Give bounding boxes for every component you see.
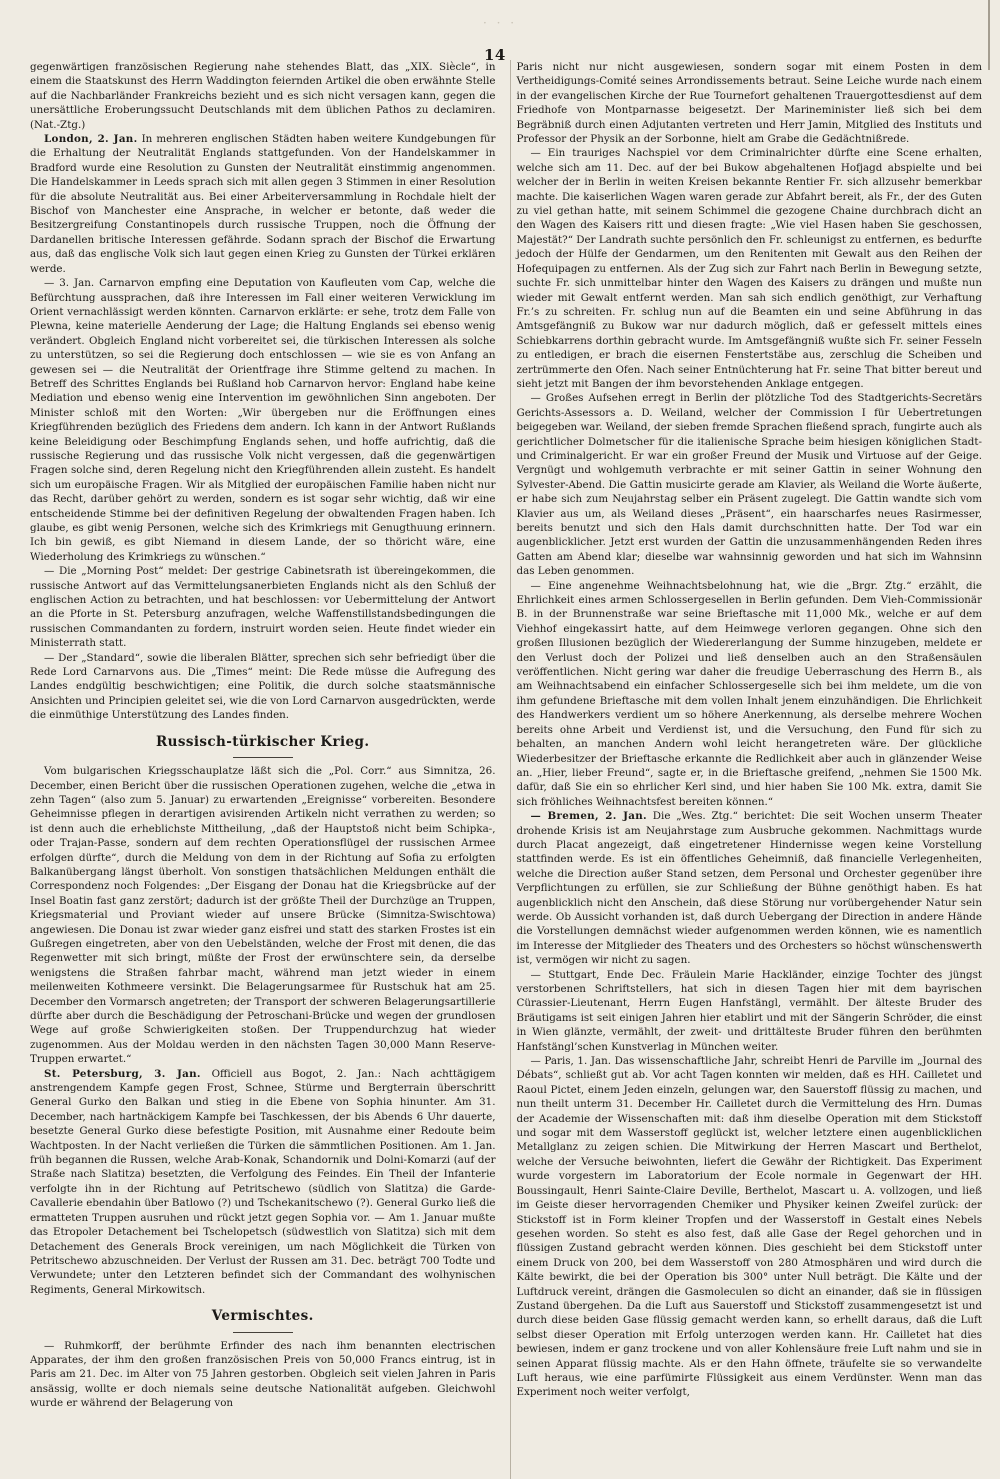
article-columns bbox=[30, 60, 982, 1479]
page-edge-mark bbox=[988, 0, 990, 70]
paragraph-text: Die „Wes. Ztg.“ berichtet: Die seit Wochen unserm Theater drohende Krisis ist am Neujahrstage zum Ausbruche gekommen. Nachmittags wurde durch Placat angezeigt, daß eingetretener Hindernisse wegen keine Vorstellung stattfinden werde. Es ist ein öffentliches Geheimniß, daß financielle Verlegenheiten, welche die Direction außer Stand setzen, dem Personal und Orchester gegenüber ihre Verpflichtungen zu erfüllen, sie zur Schließung der Bühne genöthigt haben. Es hat augenblicklich nicht den Anschein, daß diese Störung nur vorübergehender Natur sein werde. Ob Aussicht vorhanden ist, daß durch Uebergang der Direction in andere Hände die Vorstellungen demnächst wieder aufgenommen werden können, wie es namentlich im Interesse der Mitglieder des Theaters und des Orchesters so höchst wünschenswerth ist, vermögen wir nicht zu sagen. bbox=[516, 810, 982, 967]
dateline-bremen: — Bremen, 2. Jan. bbox=[530, 810, 647, 823]
section-divider bbox=[233, 757, 293, 758]
section-heading-misc: Vermischtes. bbox=[211, 1308, 314, 1325]
dateline-london: London, 2. Jan. bbox=[44, 133, 138, 146]
paragraph-bremen bbox=[517, 809, 983, 967]
section-divider bbox=[233, 1332, 293, 1333]
paragraph-stuttgart: — Stuttgart, Ende Dec. Fräulein Marie Hackländer, einzige Tochter des jüngst verstorbenen Schriftstellers, hat sich in diesen Tagen hier mit dem bayrischen Cürassier-Lieutenant, Herrn Eugen Hanfstängl, vermählt. Der älteste Bruder des Bräutigams ist seit einigen Jahren hier etablirt und mit der Sängerin Schröder, die einst in Wien glänzte, vermählt, der zweit- und drittälteste Bruder führen den berühmten Hanfstängl’schen Kunstverlag in München weiter. bbox=[516, 968, 982, 1053]
paragraph-text: Officiell aus Bogot, 2. Jan.: Nach achttägigem anstrengendem Kampfe gegen Frost, Schnee, Stürme und Bergterrain überschritt General Gurko den Balkan und stieg in die Ebene von Sophia hinunter. Am 31. December, nach hartnäckigem Kampfe bei Taschkessen, der bis Abends 6 Uhr dauerte, besetzte General Gurko diese befestigte Position, mit Ausnahme einer Redoute beim Wachtposten. In der Nacht verließen die Türken die sämmtlichen Positionen. Am 1. Jan. früh begannen die Russen, welche Arab-Konak, Schandornik und Dolni-Komarzi (auf der Straße nach Slatitza) besetzten, die Verfolgung des Feindes. Ein Theil der Infanterie verfolgte ihn in der Richtung auf Petritschewo (südlich von Slatitza) die Garde-Cavallerie ebendahin über Batlowo (?) und Tschekanitschewo (?). General Gurko ließ die ermatteten Truppen ausruhen und rückt jetzt gegen Sophia vor. — Am 1. Januar mußte das Etropoler Detachement bei Tschelopetsch (südwestlich von Slatitza) sich mit dem Detachement des Generals Brock vereinigen, um nach Möglichkeit die Türken von Petritschewo abzuschneiden. Der Verlust der Russen am 31. Dec. beträgt 700 Todte und Verwundete; unter den Letzteren befindet sich der Commandant des wolhynischen Regiments, General Mirkowitsch. bbox=[30, 1067, 496, 1296]
dateline-st-petersburg: St. Petersburg, 3. Jan. bbox=[44, 1067, 201, 1080]
section-heading-war: Russisch-türkischer Krieg. bbox=[156, 733, 370, 750]
paragraph-hofjagd: — Ein trauriges Nachspiel vor dem Criminalrichter dürfte eine Scene erhalten, welche sich am 11. Dec. auf der bei Bukow abgehaltenen Hofjagd abspielte und bei welcher der in Berlin in weiten Kreisen bekannte Rentier Fr. sich allzusehr bemerkbar machte. Die kaiserlichen Wagen waren gerade zur Abfahrt bereit, als Fr., der des Guten zu viel gethan hatte, mit seinem Schimmel die gezogene Chaine durchbrach dicht an den Wagen des Kaisers ritt und diesen fragte: „Wie viel Hasen haben Sie geschossen, Majestät?“ Der Landrath suchte persönlich den Fr. schleunigst zu entfernen, es bedurfte jedoch der Hülfe der Gendarmen, um den Renitenten mit Gewalt aus den Reihen der Hofequipagen zu entfernen. Als der Zug sich zur Fahrt nach Berlin in Bewegung setzte, suchte Fr. sich unmittelbar hinter den Wagen des Kaisers zu drängen und mußte nun wieder mit Gewalt entfernt werden. Man sah sich endlich genöthigt, zur Verhaftung Fr.’s zu schreiten. Fr. schlug nun auf die Beamten ein und seine Abführung in das Amtsgefängniß zu Bukow war nur dadurch möglich, daß er gefesselt mittels eines Schiebkarrens dorthin gebracht wurde. Im Amtsgefängniß wußte sich Fr. seiner Fesseln zu entledigen, er brach die eisernen Fenstertstäbe aus, zerschlug die Scheiben und zertrümmerte den Ofen. Nach seiner Entnüchterung hat Fr. seine That bitter bereut und sieht jetzt mit Bangen der ihm bevorstehenden Anklage entgegen. bbox=[516, 147, 982, 390]
paragraph-weiland: — Großes Aufsehen erregt in Berlin der plötzliche Tod des Stadtgerichts-Secretärs Gerichts-Assessors a. D. Weiland, welcher der Commission I für Uebertretungen beigegeben war. Weiland, der sieben fremde Sprachen fließend sprach, fungirte auch als gerichtlicher Dolmetscher für die italienische Sprache beim hiesigen königlichen Stadt- und Criminalgericht. Er war ein großer Freund der Musik und Virtuose auf der Geige. Vergnügt und wohlgemuth verbrachte er mit seiner Gattin in seiner Wohnung den Sylvester-Abend. Die Gattin musicirte gerade am Klavier, als Weiland die Worte äußerte, er habe sich zum Neujahrstag selber ein Präsent zugelegt. Die Gattin wandte sich vom Klavier aus um, als Weiland dieses „Präsent“, ein haarscharfes neues Rasirmesser, bereits benutzt und sich den Hals damit durchschnitten hatte. Der Tod war ein augenblicklicher. Jetzt erst wurden der Gattin die unzusammenhängenden Reden ihres Gatten am Abend klar; dieselbe war wahnsinnig geworden und hat sich im Wahnsinn das Leben genommen. bbox=[516, 392, 982, 578]
paragraph-carnarvon: — 3. Jan. Carnarvon empfing eine Deputation von Kaufleuten vom Cap, welche die Befürchtung aussprachen, daß ihre Interessen im Fall einer weiteren Verwicklung im Orient vernachlässigt werden könnten. Carnarvon erklärte: er sehe, trotz dem Falle von Plewna, keine materielle Aenderung der Lage; die Haltung Englands sei ebenso wenig verändert. Obgleich England nicht vorbereitet sei, die türkischen Interessen als solche zu unterstützen, so sei die Regierung doch entschlossen — wie sie es von Anfang an gewesen sei — die Neutralität der Orientfrage ihre Stimme geltend zu machen. In Betreff des Schrittes Englands bei Rußland hob Carnarvon hervor: England habe keine Mediation und ebenso wenig eine Intervention im gewöhnlichen Sinn angeboten. Der Minister schloß mit den Worten: „Wir übergeben nur die Eröffnungen eines Kriegführenden bezüglich des Friedens dem andern. Ich kann in der Antwort Rußlands keine Beleidigung oder Beschimpfung Englands sehen, und hoffe aufrichtig, daß die russische Regierung und das russische Volk nicht vergessen, daß die gegenwärtigen Fragen solche sind, deren Regelung nicht den Kriegführenden allein zusteht. Es handelt sich um europäische Fragen. Wir als Mitglied der europäischen Familie haben nicht nur das Recht, darüber gehört zu werden, sondern es ist sogar sehr wichtig, daß wir eine entscheidende Stimme bei der definitiven Regelung der obwaltenden Fragen haben. Ich glaube, es gibt wenig Personen, welche sich des Krimkriegs mit Genugthuung erinnern. Ich bin gewiß, es gibt Niemand in diesem Lande, der so thöricht wäre, eine Wiederholung des Krimkriegs zu wünschen.“ bbox=[30, 277, 496, 563]
paragraph-bulgarian-front: Vom bulgarischen Kriegsschauplatze läßt sich die „Pol. Corr.“ aus Simnitza, 26. December, einen Bericht über die russischen Operationen zugehen, welche die „etwa in zehn Tagen“ (also zum 5. Januar) zu erwartenden „Ereignisse“ vorbereiten. Besondere Geheimnisse pflegen in derartigen avisirenden Artikeln nicht verrathen zu werden; so ist denn auch die erheblichste Mittheilung, „daß der Hauptstoß nicht beim Schipka-, oder Trajan-Passe, sondern auf dem rechten Operationsflügel der russischen Armee erfolgen dürfte“, durch die Meldung von dem in der Richtung auf Sofia zu erfolgten Balkanübergang längst überholt. Von sonstigen thatsächlichen Meldungen enthält die Correspondenz noch Folgendes: „Der Eisgang der Donau hat die Kriegsbrücke auf der Insel Boatin fast ganz zerstört; dadurch ist der größte Theil der Durchzüge an Truppen, Kriegsmaterial und Proviant wieder auf unsere Brücke (Simnitza-Swischtowa) angewiesen. Die Donau ist zwar wieder ganz eisfrei und statt des starken Frostes ist ein Gußregen eingetreten, aber von den Uebelständen, welche der Frost mit denen, die das Regenwetter mit sich bringt, müßte der Frost der erwünschtere sein, da derselbe wenigstens die Straßen fahrbar macht, während man jetzt wieder in einem meilenweiten Kothmeere versinkt. Die Belagerungsarmee für Rustschuk hat am 25. December den Vormarsch angetreten; der Transport der schweren Belagerungsartillerie dürfte aber durch die Beschädigung der Petroschani-Brücke und wegen der grundlosen Wege auf große Schwierigkeiten stoßen. Der Truppendurchzug hat wieder zugenommen. Aus der Moldau werden in den nächsten Tagen 30,000 Mann Reserve-Truppen erwartet.“ bbox=[30, 765, 496, 1066]
page-number: 14 bbox=[484, 46, 506, 64]
paragraph-morning-post: — Die „Morning Post“ meldet: Der gestrige Cabinetsrath ist übereingekommen, die russische Antwort auf das Vermittelungsanerbieten Englands nicht als den Schluß der englischen Action zu betrachten, und hat beschlossen: vor Uebermittelung der Antwort an die Pforte in St. Petersburg anzufragen, welche Waffenstillstandsbedingungen die russischen Commandanten zu fordern, instruirt worden seien. Heute findet wieder ein Ministerrath statt. bbox=[30, 565, 496, 650]
paragraph-st-petersburg bbox=[30, 1067, 496, 1298]
paragraph-christmas-reward: — Eine angenehme Weihnachtsbelohnung hat, wie die „Brgr. Ztg.“ erzählt, die Ehrlichkeit eines armen Schlossergesellen in Berlin gefunden. Dem Vieh-Commissionär B. in der Brunnenstraße war seine Brieftasche mit 11,000 Mk., welche er auf dem Viehhof eingekassirt hatte, auf dem Heimwege verloren gegangen. Ohne sich den großen Illusionen bezüglich der Wiedererlangung der Summe hinzugeben, meldete er den Verlust doch der Polizei und ließ denselben auch an den Straßensäulen veröffentlichen. Nicht gering war daher die freudige Ueberraschung des Herrn B., als am Weihnachtsabend ein einfacher Schlossergeselle sich bei ihm meldete, um die von ihm gefundene Brieftasche mit dem vollen Inhalt jenem einzuhändigen. Die Ehrlichkeit des Handwerkers verdient um so höhere Anerkennung, als derselbe mehrere Wochen bereits ohne Arbeit und Verdienst ist, und die Versuchung, den Fund für sich zu behalten, an manchen Andern wohl leicht herangetreten wäre. Der glückliche Wiederbesitzer der Brieftasche erkannte die Redlichkeit aber auch in glänzender Weise an. „Hier, lieber Freund“, sagte er, in die Brieftasche greifend, „nehmen Sie 1500 Mk. dafür, daß Sie ein so ehrlicher Kerl sind, und hier haben Sie 100 Mk. extra, damit Sie sich fröhliches Weihnachtsfest bereiten können.“ bbox=[516, 579, 982, 808]
paragraph-ruhmkorff: — Ruhmkorff, der berühmte Erfinder des nach ihm benannten electrischen Apparates, der ihm den großen französischen Preis von 50,000 Francs eintrug, ist in Paris am 21. Dec. im Alter von 75 Jahren gestorben. Obgleich seit vielen Jahren in Paris ansässig, wollte er doch niemals seine deutsche Nationalität aufgeben. Gleichwohl wurde er während der Belagerung von bbox=[30, 1339, 496, 1410]
paragraph-standard-times: — Der „Standard“, sowie die liberalen Blätter, sprechen sich sehr befriedigt über die Rede Lord Carnarvons aus. Die „Times“ meint: Die Rede müsse die Aufregung des Landes endgültig beschwichtigen; eine Politik, die durch solche staatsmännische Ansichten und Principien geleitet sei, wie die von Lord Carnarvon ausgedrückten, werde die einmüthige Unterstützung des Landes finden. bbox=[30, 651, 496, 722]
paragraph-text: In mehreren englischen Städten haben weitere Kundgebungen für die Erhaltung der Neutralität Englands stattgefunden. Von der Handelskammer in Bradford wurde eine Resolution zu Gunsten der Neutralität einstimmig angenommen. Die Handelskammer in Leeds sprach sich mit allen gegen 3 Stimmen in einer Resolution für die absolute Neutralität aus. Bei einer Arbeiterversammlung in Rochdale hielt der Bischof von Manchester eine Ansprache, in welcher er betonte, daß weder die Besitzergreifung Constantinopels durch russische Truppen, noch die Öffnung der Dardanellen britische Interessen gefährde. Sodann sprach der Bischof die Erwartung aus, daß das englische Volk sich laut gegen einen Krieg zu Gunsten der Türkei erklären werde. bbox=[30, 133, 496, 275]
paragraph-xix-siecle: gegenwärtigen französischen Regierung nahe stehendes Blatt, das „XIX. Siècle“, in einem die Staatskunst des Herrn Waddington feiernden Artikel die oben erwähnte Stelle auf die Nachbarländer Frankreichs bezieht und es sich nicht versagen kann, gegen die unersättliche Eroberungssucht Deutschlands mit dem üblichen Pathos zu declamiren. (Nat.-Ztg.) bbox=[30, 61, 496, 131]
bleed-through-header: · · · bbox=[482, 16, 518, 30]
paragraph-ruhmkorff-continued: Paris nicht nur nicht ausgewiesen, sondern sogar mit einem Posten in dem Vertheidigungs-Comité seines Arrondissements betraut. Seine Leiche wurde nach einem in der evangelischen Kirche der Rue Tournefort gehaltenen Trauergottesdienst auf dem Friedhofe von Montparnasse beigesetzt. Der Marineminister ließ sich bei dem Begräbniß durch einen Adjutanten vertreten und Herr Jamin, Mitglied des Instituts und Professor der Physik an der Sorbonne, hielt am Grabe die Gedächtnißrede. bbox=[516, 61, 982, 146]
paragraph-paris-science: — Paris, 1. Jan. Das wissenschaftliche Jahr, schreibt Henri de Parville im „Journal des Débats“, schließt gut ab. Vor acht Tagen konnten wir melden, daß es HH. Cailletet und Raoul Pictet, einem Jeden einzeln, gelungen war, den Sauerstoff flüssig zu machen, und nun theilt unterm 31. December Hr. Cailletet durch die Vermittelung des Hrn. Dumas der Academie der Wissenschaften mit: daß ihm dieselbe Operation mit dem Stickstoff und sogar mit dem Wasserstoff geglückt ist, welcher letztere einen augenblicklichen Metallglanz zu zeigen schien. Die Mitwirkung der Herren Mascart und Berthelot, welche der Versuche beiwohnten, liefert die Gewähr der Richtigkeit. Das Experiment wurde vorgestern im Laboratorium der Ecole normale in Gegenwart der HH. Boussingault, Henri Sainte-Claire Deville, Berthelot, Mascart u. A. vollzogen, und ließ im Geiste dieser hervorragenden Chemiker und Physiker keinen Zweifel zurück: der Stickstoff ist in Form kleiner Tropfen und der Wasserstoff in Gestalt eines Nebels gesehen worden. So steht es also fest, daß alle Gase der Regel gehorchen und in flüssigen Zustand gebracht werden können. Dies geschieht bei dem Stickstoff unter einem Druck von 200, bei dem Wasserstoff von 280 Atmosphären und wird durch die Kälte bewirkt, die bei der Operation bis 300° unter Null beträgt. Die Kälte und der Luftdruck vereint, drängen die Gasmoleculen so dicht an einander, daß sie in flüssigen Zustand übergehen. Da die Luft aus Sauerstoff und Stickstoff zusammengesetzt ist und durch diese beiden Gase flüssig gemacht werden kann, so erhellt daraus, daß die Luft selbst dieser Operation mit Erfolg unterzogen werden kann. Hr. Cailletet hat dies bewiesen, indem er ganz trockene und von aller Kohlensäure freie Luft nahm und sie in seinen Apparat flüssig machte. Als er den Hahn öffnete, träufelte sie so verwandelte Luft heraus, wie eine parfümirte Flüssigkeit aus einem Verdünster. Wenn man das Experiment noch weiter verfolgt, bbox=[516, 1055, 982, 1399]
paragraph-london-jan-2 bbox=[30, 132, 496, 276]
right-column bbox=[510, 60, 983, 1479]
left-column bbox=[30, 60, 500, 1479]
